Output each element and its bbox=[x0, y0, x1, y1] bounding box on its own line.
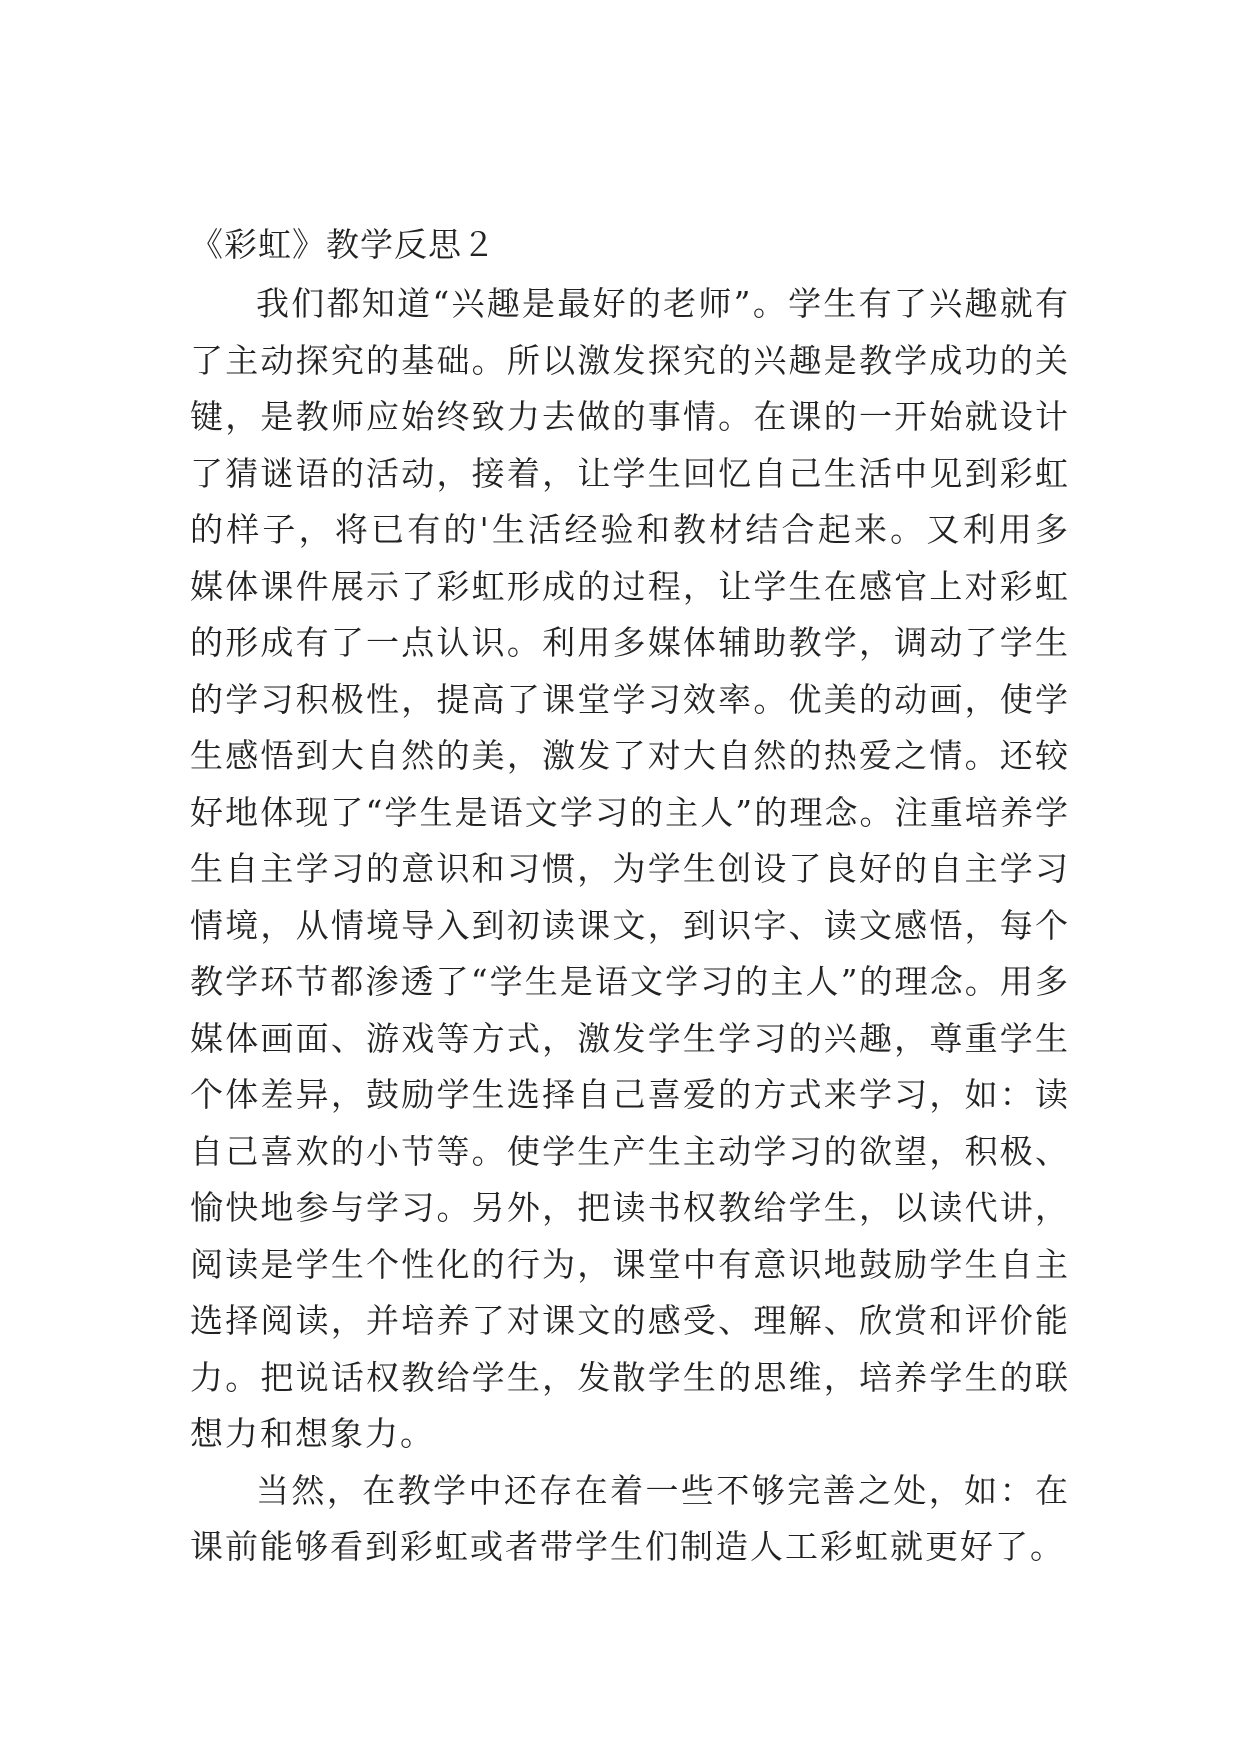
paragraph-1: 我们都知道“兴趣是最好的老师”。学生有了兴趣就有了主动探究的基础。所以激发探究的兴趣是教学成功的关键，是教师应始终致力去做的事情。在课的一开始就设计了猜谜语的活动，接着，让学生回忆自己生活中见到彩虹的样子，将已有的'生活经验和教材结合起来。又利用多媒体课件展示了彩虹形成的过程，让学生在感官上对彩虹的形成有了一点认识。利用多媒体辅助教学，调动了学生的学习积极性，提高了课堂学习效率。优美的动画，使学生感悟到大自然的美，激发了对大自然的热爱之情。还较好地体现了“学生是语文学习的主人”的理念。注重培养学生自主学习的意识和习惯，为学生创设了良好的自主学习情境，从情境导入到初读课文，到识字、读文感悟，每个教学环节都渗透了“学生是语文学习的主人”的理念。用多媒体画面、游戏等方式，激发学生学习的兴趣，尊重学生个体差异，鼓励学生选择自己喜爱的方式来学习，如：读自己喜欢的小节等。使学生产生主动学习的欲望，积极、愉快地参与学习。另外，把读书权教给学生，以读代讲，阅读是学生个性化的行为，课堂中有意识地鼓励学生自主选择阅读，并培养了对课文的感受、理解、欣赏和评价能力。把说话权教给学生，发散学生的思维，培养学生的联想力和想象力。 bbox=[190, 284, 1070, 1453]
paragraph-2: 当然，在教学中还存在着一些不够完善之处，如：在课前能够看到彩虹或者带学生们制造人工彩虹就更好了。 bbox=[190, 1470, 1070, 1566]
document-body bbox=[190, 276, 1070, 1576]
document-title: 《彩虹》教学反思２ bbox=[190, 225, 496, 264]
